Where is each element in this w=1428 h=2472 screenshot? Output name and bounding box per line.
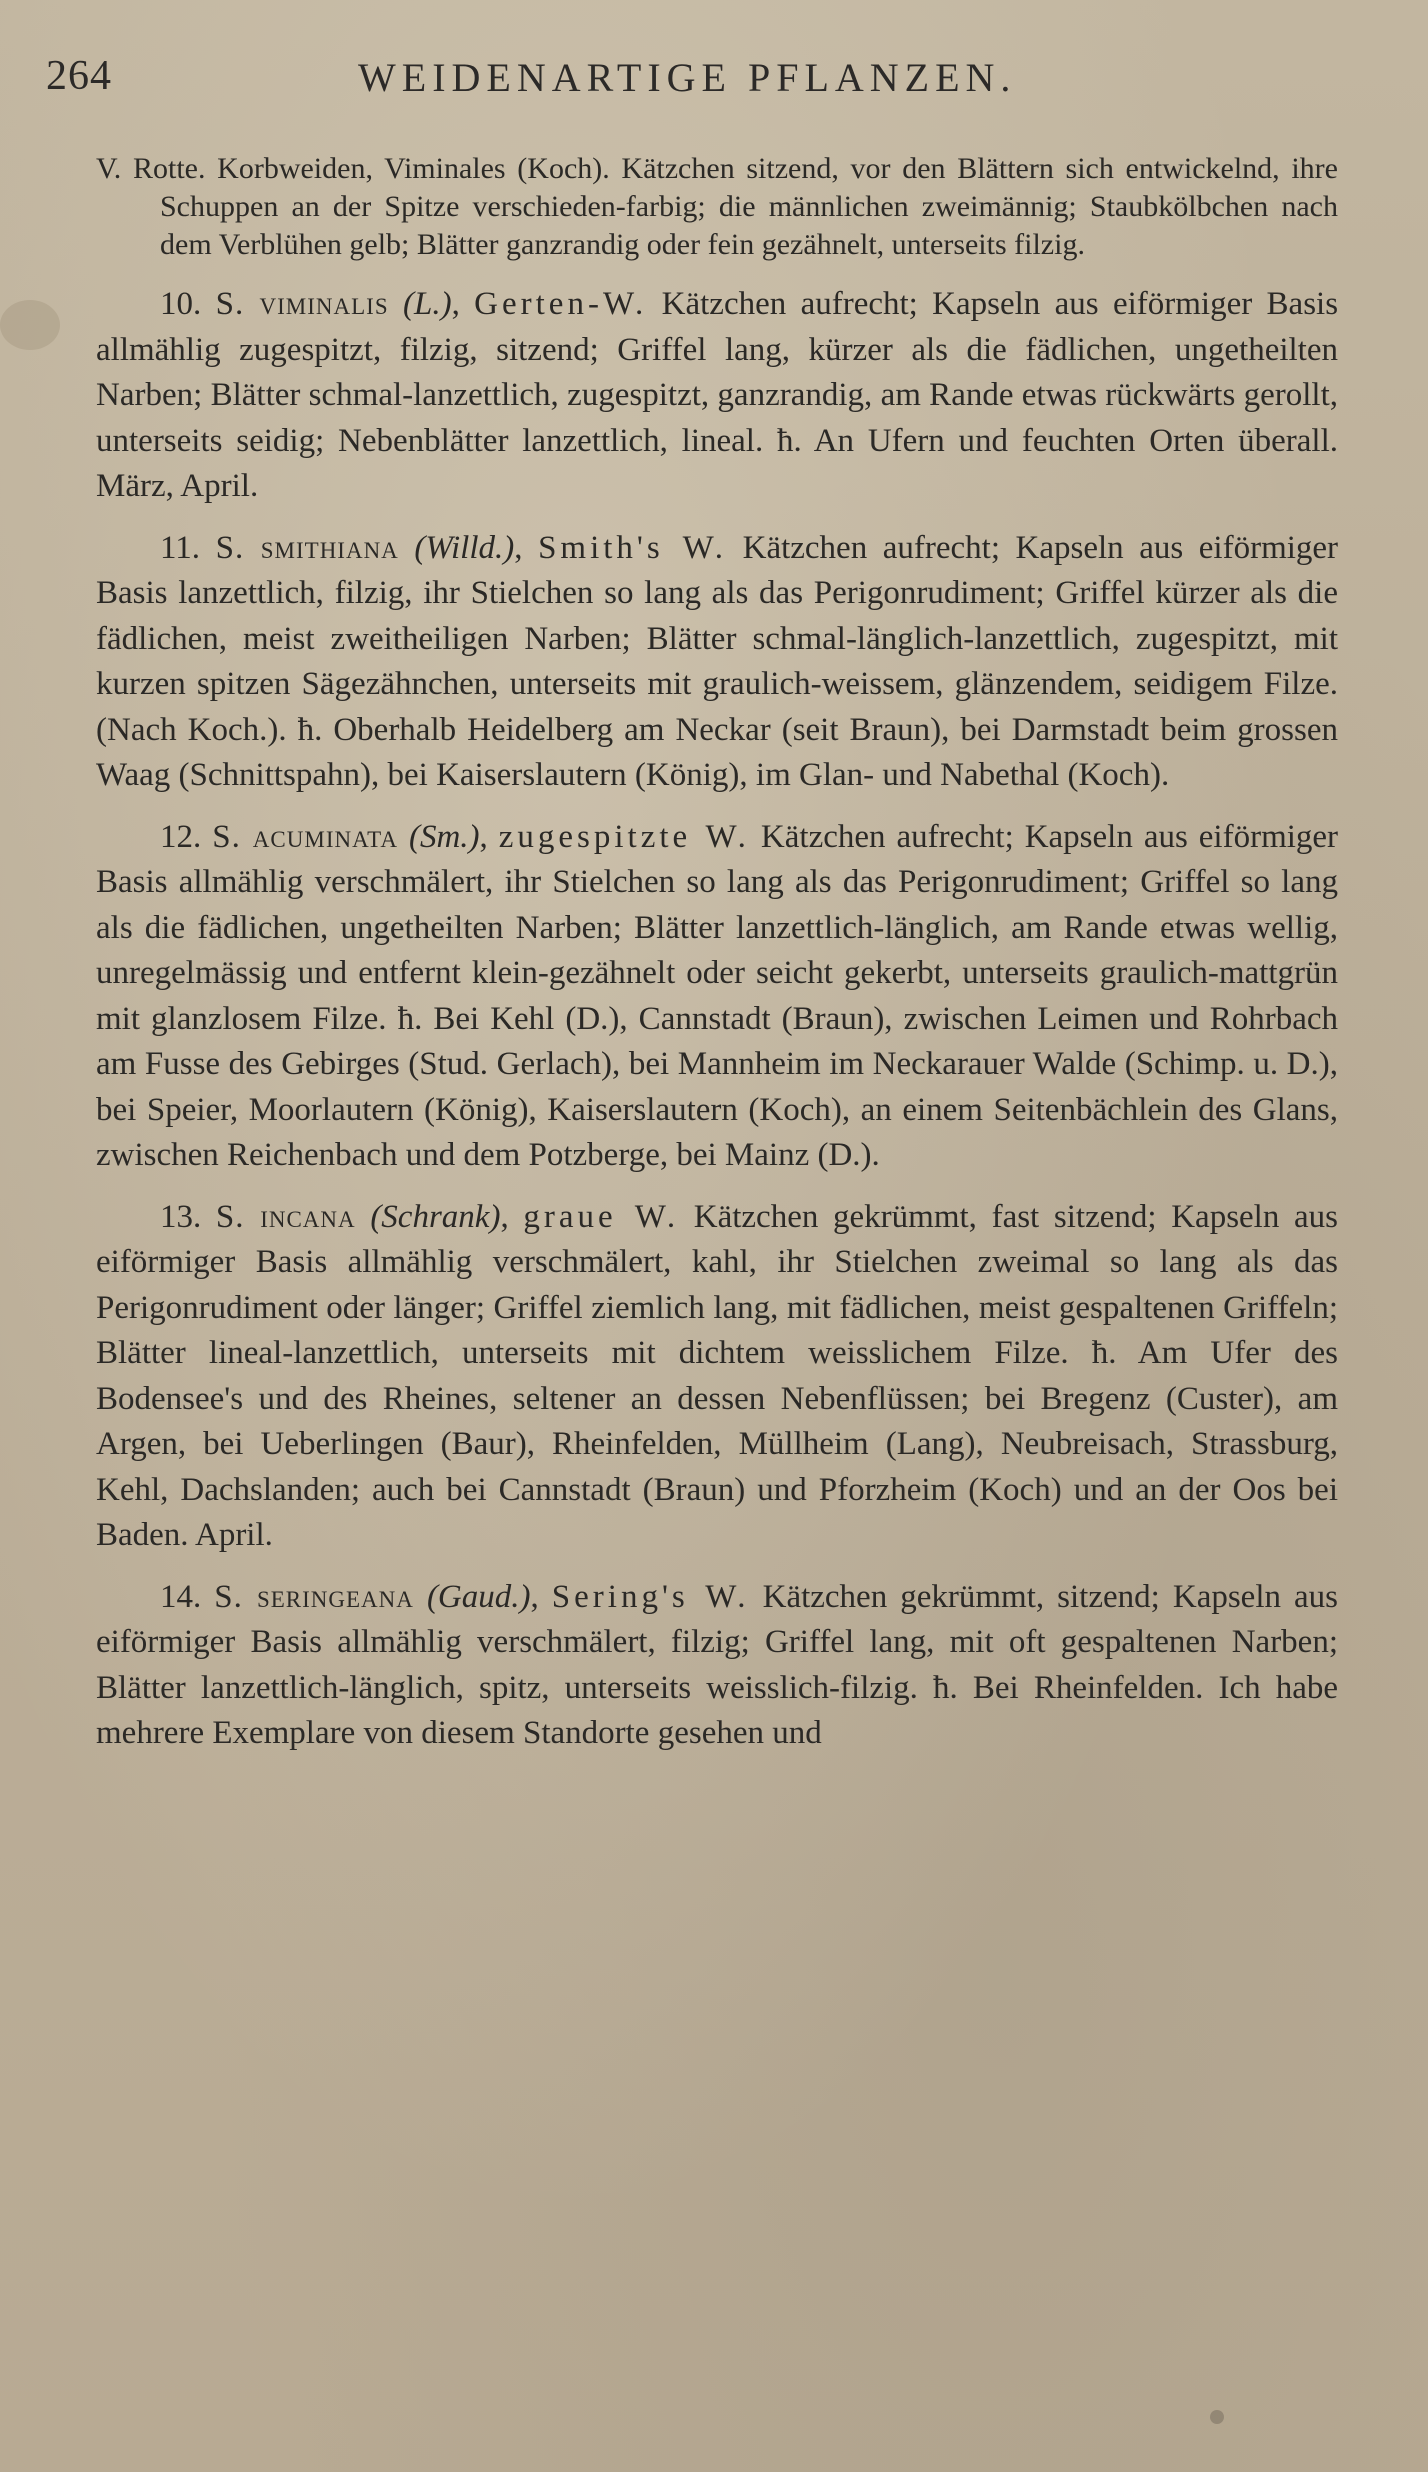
section-intro <box>96 150 1338 264</box>
common-name: graue W. <box>523 1198 680 1235</box>
species-authority: (Sm.) <box>408 818 480 855</box>
species-authority: (Schrank) <box>370 1198 501 1235</box>
entry-number: 11. <box>160 529 201 566</box>
species-name: S. acuminata <box>212 818 398 855</box>
entry-number: 10. <box>160 286 202 322</box>
species-entry: 14. S. seringeana (Gaud.), Sering's W. Kätzchen gekrümmt, sitzend; Kapseln aus eiförmiger Basis allmählig verschmälert, filzig; Griffel lang, mit oft gespaltenen Narben; Blätter lanzettlich-länglich, spitz, unterseits weisslich-filzig. ħ. Bei Rheinfelden. Ich habe mehrere Exemplare von diesem Standorte gesehen und <box>96 1578 1339 1751</box>
species-name: S. incana <box>215 1198 356 1235</box>
common-name: zugespitzte W. <box>498 818 750 855</box>
body-text <box>96 150 1338 1773</box>
common-name: Gerten-W. <box>474 286 648 322</box>
entry-description: Kätzchen gekrümmt, sitzend; Kapseln aus eiförmiger Basis allmählig verschmälert, filzig; Griffel lang, mit oft gespaltenen Narben; Blätter lanzettlich-länglich, spitz, unterseits weisslich-filzig. ħ. Bei Rheinfelden. Ich habe mehrere Exemplare von diesem Standorte gesehen und <box>96 1578 1339 1751</box>
entry-description: Kätzchen aufrecht; Kapseln aus eiförmiger Basis allmählig zugespitzt, filzig, sitzend; Griffel lang, kürzer als die fädlichen, ungetheilten Narben; Blätter schmal-lanzettlich, zugespitzt, ganzrandig, am Rande etwas rückwärts gerollt, unterseits seidig; Nebenblätter lanzettlich, lineal. ħ. An Ufern und feuchten Orten überall. März, April. <box>96 286 1339 504</box>
species-authority: (L.) <box>402 286 452 322</box>
entry-description: Kätzchen aufrecht; Kapseln aus eiförmiger Basis allmählig verschmälert, ihr Stielchen so lang als das Perigonrudiment; Griffel so lang als die fädlichen, ungetheilten Narben; Blätter lanzettlich-länglich, am Rande etwas wellig, unregelmässig und entfernt klein-gezähnelt oder seicht gekerbt, unterseits graulich-mattgrün mit glanzlosem Filze. ħ. Bei Kehl (D.), Cannstadt (Braun), zwischen Leimen und Rohrbach am Fusse des Gebirges (Stud. Gerlach), bei Mannheim im Neckarauer Walde (Schimp. u. D.), bei Speier, Moorlautern (König), Kaiserslautern (Koch), an einem Seitenbächlein des Glans, zwischen Reichenbach und dem Potzberge, bei Mainz (D.). <box>96 818 1339 1173</box>
common-name: Sering's W. <box>551 1578 750 1615</box>
species-entry: 13. S. incana (Schrank), graue W. Kätzchen gekrümmt, fast sitzend; Kapseln aus eiförmiger Basis allmählig verschmälert, kahl, ihr Stielchen zweimal so lang als das Perigonrudiment oder länger; Griffel ziemlich lang, mit fädlichen, meist gespaltenen Griffeln; Blätter lineal-lanzettlich, unterseits mit dichtem weisslichem Filze. ħ. Am Ufer des Bodensee's und des Rheines, seltener an dessen Nebenflüssen; bei Bregenz (Custer), am Argen, bei Ueberlingen (Baur), Rheinfelden, Müllheim (Lang), Neubreisach, Strassburg, Kehl, Dachslanden; auch bei Cannstadt (Braun) und Pforzheim (Koch) und an der Oos bei Baden. April. <box>96 1198 1339 1553</box>
species-name: S. seringeana <box>214 1578 414 1615</box>
entry-number: 14. <box>160 1578 202 1615</box>
page-header <box>46 52 1346 122</box>
species-name: S. smithiana <box>215 529 399 566</box>
species-entry: 10. S. viminalis (L.), Gerten-W. Kätzchen aufrecht; Kapseln aus eiförmiger Basis allmählig zugespitzt, filzig, sitzend; Griffel lang, kürzer als die fädlichen, ungetheilten Narben; Blätter schmal-lanzettlich, zugespitzt, ganzrandig, am Rande etwas rückwärts gerollt, unterseits seidig; Nebenblätter lanzettlich, lineal. ħ. An Ufern und feuchten Orten überall. März, April. <box>96 286 1339 504</box>
species-name: S. viminalis <box>215 286 389 322</box>
species-authority: (Gaud.) <box>426 1578 531 1615</box>
common-name: Smith's W. <box>538 529 728 566</box>
section-intro-text: V. Rotte. Korbweiden, Viminales (Koch). Kätzchen sitzend, vor den Blättern sich entwickelnd, ihre Schuppen an der Spitze verschieden-farbig; die männlichen zweimännig; Staubkölbchen nach dem Verblühen gelb; Blätter ganzrandig oder fein gezähnelt, unterseits filzig. <box>96 152 1338 261</box>
entry-description: Kätzchen gekrümmt, fast sitzend; Kapseln aus eiförmiger Basis allmählig verschmälert, kahl, ihr Stielchen zweimal so lang als das Perigonrudiment oder länger; Griffel ziemlich lang, mit fädlichen, meist gespaltenen Griffeln; Blätter lineal-lanzettlich, unterseits mit dichtem weisslichem Filze. ħ. Am Ufer des Bodensee's und des Rheines, seltener an dessen Nebenflüssen; bei Bregenz (Custer), am Argen, bei Ueberlingen (Baur), Rheinfelden, Müllheim (Lang), Neubreisach, Strassburg, Kehl, Dachslanden; auch bei Cannstadt (Braun) und Pforzheim (Koch) und an der Oos bei Baden. April. <box>96 1198 1339 1553</box>
species-entry: 12. S. acuminata (Sm.), zugespitzte W. Kätzchen aufrecht; Kapseln aus eiförmiger Basis allmählig verschmälert, ihr Stielchen so lang als das Perigonrudiment; Griffel so lang als die fädlichen, ungetheilten Narben; Blätter lanzettlich-länglich, am Rande etwas wellig, unregelmässig und entfernt klein-gezähnelt oder seicht gekerbt, unterseits graulich-mattgrün mit glanzlosem Filze. ħ. Bei Kehl (D.), Cannstadt (Braun), zwischen Leimen und Rohrbach am Fusse des Gebirges (Stud. Gerlach), bei Mannheim im Neckarauer Walde (Schimp. u. D.), bei Speier, Moorlautern (König), Kaiserslautern (Koch), an einem Seitenbächlein des Glans, zwischen Reichenbach und dem Potzberge, bei Mainz (D.). <box>96 818 1339 1173</box>
paper-stain <box>0 300 60 350</box>
entry-number: 12. <box>160 818 202 855</box>
species-authority: (Willd.) <box>414 529 515 566</box>
species-entry: 11. S. smithiana (Willd.), Smith's W. Kätzchen aufrecht; Kapseln aus eiförmiger Basis lanzettlich, filzig, ihr Stielchen so lang als das Perigonrudiment; Griffel kürzer als die fädlichen, meist zweitheiligen Narben; Blätter schmal-länglich-lanzettlich, zugespitzt, mit kurzen spitzen Sägezähnchen, unterseits mit graulich-weissem, glänzendem, seidigem Filze. (Nach Koch.). ħ. Oberhalb Heidelberg am Neckar (seit Braun), bei Darmstadt beim grossen Waag (Schnittspahn), bei Kaiserslautern (König), im Glan- und Nabethal (Koch). <box>96 529 1339 793</box>
running-head: WEIDENARTIGE PFLANZEN. <box>358 55 1017 100</box>
page-number: 264 <box>46 53 112 99</box>
entry-description: Kätzchen aufrecht; Kapseln aus eiförmiger Basis lanzettlich, filzig, ihr Stielchen so lang als das Perigonrudiment; Griffel kürzer als die fädlichen, meist zweitheiligen Narben; Blätter schmal-länglich-lanzettlich, zugespitzt, mit kurzen spitzen Sägezähnchen, unterseits mit graulich-weissem, glänzendem, seidigem Filze. (Nach Koch.). ħ. Oberhalb Heidelberg am Neckar (seit Braun), bei Darmstadt beim grossen Waag (Schnittspahn), bei Kaiserslautern (König), im Glan- und Nabethal (Koch). <box>96 529 1339 793</box>
paper-stain <box>1210 2410 1224 2424</box>
entry-number: 13. <box>160 1198 202 1235</box>
